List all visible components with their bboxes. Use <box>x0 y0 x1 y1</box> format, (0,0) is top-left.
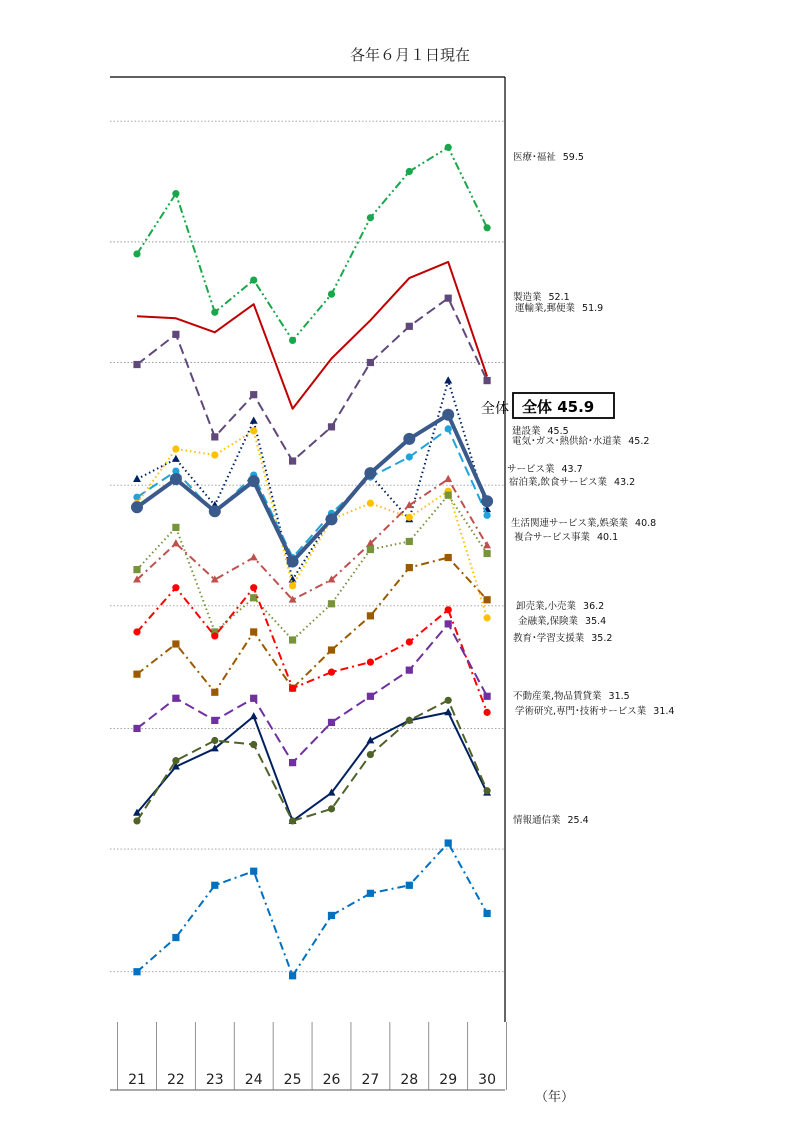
data-point <box>250 628 257 635</box>
series-label-name: 医療･福祉 <box>513 152 556 163</box>
x-tick-label: 28 <box>400 1072 419 1088</box>
data-point <box>250 695 257 702</box>
data-point <box>250 416 258 423</box>
series-label <box>518 615 606 627</box>
data-point <box>211 717 218 724</box>
series-label-value: 36.2 <box>583 601 605 612</box>
data-point <box>445 620 452 627</box>
series-1 <box>137 262 487 409</box>
series-label <box>513 632 612 644</box>
data-point <box>289 685 296 692</box>
series-label-value: 45.5 <box>547 426 569 437</box>
data-point <box>289 972 296 979</box>
series-3 <box>131 409 493 568</box>
x-tick-label: 27 <box>361 1072 380 1088</box>
data-point <box>250 868 257 875</box>
data-point <box>250 391 257 398</box>
data-point <box>367 612 374 619</box>
x-tick-label: 26 <box>322 1072 341 1088</box>
data-point <box>289 759 296 766</box>
data-point <box>445 554 452 561</box>
data-point <box>406 168 413 175</box>
data-point <box>211 632 218 639</box>
data-point <box>172 695 179 702</box>
series-label-value: 52.1 <box>548 292 570 303</box>
data-point <box>367 359 374 366</box>
series-line <box>137 495 487 640</box>
series-label-name: 宿泊業,飲食サービス業 <box>509 477 608 488</box>
data-point <box>328 805 335 812</box>
series-label-name: 学術研究,専門･技術サービス業 <box>515 706 647 717</box>
series-label-name: 生活関連サービス業,娯楽業 <box>511 518 629 529</box>
series-11 <box>133 620 490 766</box>
chart-subtitle: 各年６月１日現在 <box>349 46 470 64</box>
data-point <box>172 640 179 647</box>
data-point <box>328 719 335 726</box>
data-point <box>406 882 413 889</box>
data-point <box>403 433 415 445</box>
data-point <box>131 501 143 513</box>
series-label-value: 51.9 <box>582 303 604 314</box>
x-tick-label: 29 <box>439 1072 458 1088</box>
series-line <box>137 624 487 763</box>
data-point <box>289 817 296 824</box>
series-label <box>514 531 618 543</box>
data-point <box>484 787 491 794</box>
data-point <box>133 725 140 732</box>
data-point <box>250 712 258 719</box>
data-point <box>483 541 491 548</box>
x-tick-label: 30 <box>478 1072 497 1088</box>
series-12 <box>133 708 491 824</box>
data-point <box>289 582 296 589</box>
data-point <box>172 190 179 197</box>
data-point <box>328 646 335 653</box>
data-point <box>484 709 491 716</box>
data-point <box>172 331 179 338</box>
data-point <box>211 433 218 440</box>
series-label-name: 情報通信業 <box>513 815 561 826</box>
data-point <box>367 693 374 700</box>
series-label-name: 卸売業,小売業 <box>516 601 577 612</box>
data-point <box>406 453 413 460</box>
data-point <box>445 839 452 846</box>
series-label <box>513 151 584 163</box>
data-point <box>328 291 335 298</box>
data-point <box>406 717 413 724</box>
data-point <box>172 539 180 546</box>
series-label-name: 製造業 <box>513 292 542 303</box>
data-point <box>172 445 179 452</box>
data-point <box>250 584 257 591</box>
data-point <box>133 817 140 824</box>
data-point <box>211 309 218 316</box>
x-tick-label: 25 <box>283 1072 302 1088</box>
data-point <box>406 638 413 645</box>
series-label <box>513 291 570 303</box>
series-label-value: 43.2 <box>614 477 636 488</box>
series-label-value: 31.5 <box>608 691 630 702</box>
series-label-value: 40.8 <box>635 518 657 529</box>
data-point <box>367 214 374 221</box>
series-label-name: 電気･ガス･熱供給･水道業 <box>512 436 622 447</box>
data-point <box>133 968 140 975</box>
data-point <box>445 492 452 499</box>
data-point <box>289 337 296 344</box>
x-tick-label: 21 <box>128 1072 146 1088</box>
data-point <box>367 658 374 665</box>
series-label <box>516 600 604 612</box>
series-label-value: 59.5 <box>562 152 584 163</box>
data-point <box>328 669 335 676</box>
data-point <box>172 584 179 591</box>
data-point <box>289 457 296 464</box>
series-label-name: 複合サービス事業 <box>514 532 591 543</box>
series-label-name: 建設業 <box>512 426 541 437</box>
data-point <box>484 377 491 384</box>
data-point <box>484 693 491 700</box>
series-line <box>137 843 487 976</box>
data-point <box>172 455 180 462</box>
series-label <box>513 814 589 826</box>
series-label-name: サービス業 <box>507 464 555 475</box>
series-line <box>137 712 487 821</box>
data-point <box>367 500 374 507</box>
series-label <box>509 476 635 488</box>
series-8 <box>133 427 490 621</box>
series-label <box>515 705 674 717</box>
data-point <box>133 566 140 573</box>
data-point <box>289 636 296 643</box>
data-point <box>211 737 218 744</box>
series-label-value: 40.1 <box>597 532 619 543</box>
data-point <box>444 376 452 383</box>
series-label <box>515 302 603 314</box>
data-point <box>250 741 257 748</box>
data-point <box>406 667 413 674</box>
data-point <box>211 882 218 889</box>
series-line <box>137 588 487 713</box>
data-point <box>133 671 140 678</box>
data-point <box>170 473 182 485</box>
data-point <box>445 144 452 151</box>
series-10 <box>133 584 490 716</box>
data-point <box>445 697 452 704</box>
x-axis-unit: （年） <box>535 1090 575 1105</box>
data-point <box>445 295 452 302</box>
series-2 <box>133 295 490 465</box>
data-point <box>211 451 218 458</box>
total-label-text: 全体 45.9 <box>522 398 595 416</box>
data-point <box>250 427 257 434</box>
series-line <box>137 147 487 340</box>
series-0 <box>133 144 490 344</box>
data-point <box>444 475 452 482</box>
data-point <box>250 594 257 601</box>
data-point <box>172 757 179 764</box>
series-label-name: 不動産業,物品賃貸業 <box>513 691 602 702</box>
data-point <box>172 934 179 941</box>
data-point <box>484 512 491 519</box>
x-tick-label: 22 <box>166 1072 185 1088</box>
x-tick-label: 23 <box>205 1072 224 1088</box>
series-label-value: 35.2 <box>591 633 613 644</box>
series-label-value: 31.4 <box>653 706 675 717</box>
data-point <box>406 538 413 545</box>
series-label-name: 教育･学習支援業 <box>513 633 585 644</box>
x-tick-label: 24 <box>244 1072 263 1088</box>
data-point <box>484 550 491 557</box>
data-point <box>328 600 335 607</box>
data-point <box>367 890 374 897</box>
series-label-value: 45.2 <box>628 436 650 447</box>
series-label-name: 金融業,保険業 <box>518 616 579 627</box>
series-7 <box>133 554 490 696</box>
series-label <box>507 463 583 475</box>
data-point <box>326 513 338 525</box>
data-point <box>406 564 413 571</box>
series-line <box>137 558 487 693</box>
total-label-prefix: 全体 <box>481 401 509 417</box>
data-point <box>406 323 413 330</box>
data-point <box>367 751 374 758</box>
data-point <box>484 910 491 917</box>
data-point <box>250 276 257 283</box>
data-point <box>442 409 454 421</box>
series-label-value: 43.7 <box>561 464 583 475</box>
data-point <box>133 361 140 368</box>
data-point <box>209 505 221 517</box>
data-point <box>445 606 452 613</box>
data-point <box>328 912 335 919</box>
data-point <box>484 614 491 621</box>
data-point <box>328 423 335 430</box>
series-4 <box>133 376 491 582</box>
series-label <box>513 690 630 702</box>
data-point <box>484 596 491 603</box>
series-label-value: 35.4 <box>585 616 607 627</box>
data-point <box>406 514 413 521</box>
data-point <box>481 495 493 507</box>
data-point <box>133 475 141 482</box>
data-point <box>484 224 491 231</box>
data-point <box>250 553 258 560</box>
series-9 <box>133 492 490 644</box>
data-point <box>211 689 218 696</box>
data-point <box>248 475 260 487</box>
data-point <box>364 467 376 479</box>
series-14 <box>133 839 490 979</box>
series-line <box>137 431 487 618</box>
series-label <box>511 517 656 529</box>
data-point <box>445 425 452 432</box>
series-label-name: 運輸業,郵便業 <box>515 303 576 314</box>
series-line <box>137 262 487 409</box>
data-point <box>133 628 140 635</box>
data-point <box>287 556 299 568</box>
data-point <box>172 524 179 531</box>
series-line <box>137 381 487 580</box>
series-label <box>512 435 649 447</box>
data-point <box>367 546 374 553</box>
series-label-value: 25.4 <box>567 815 589 826</box>
data-point <box>133 250 140 257</box>
